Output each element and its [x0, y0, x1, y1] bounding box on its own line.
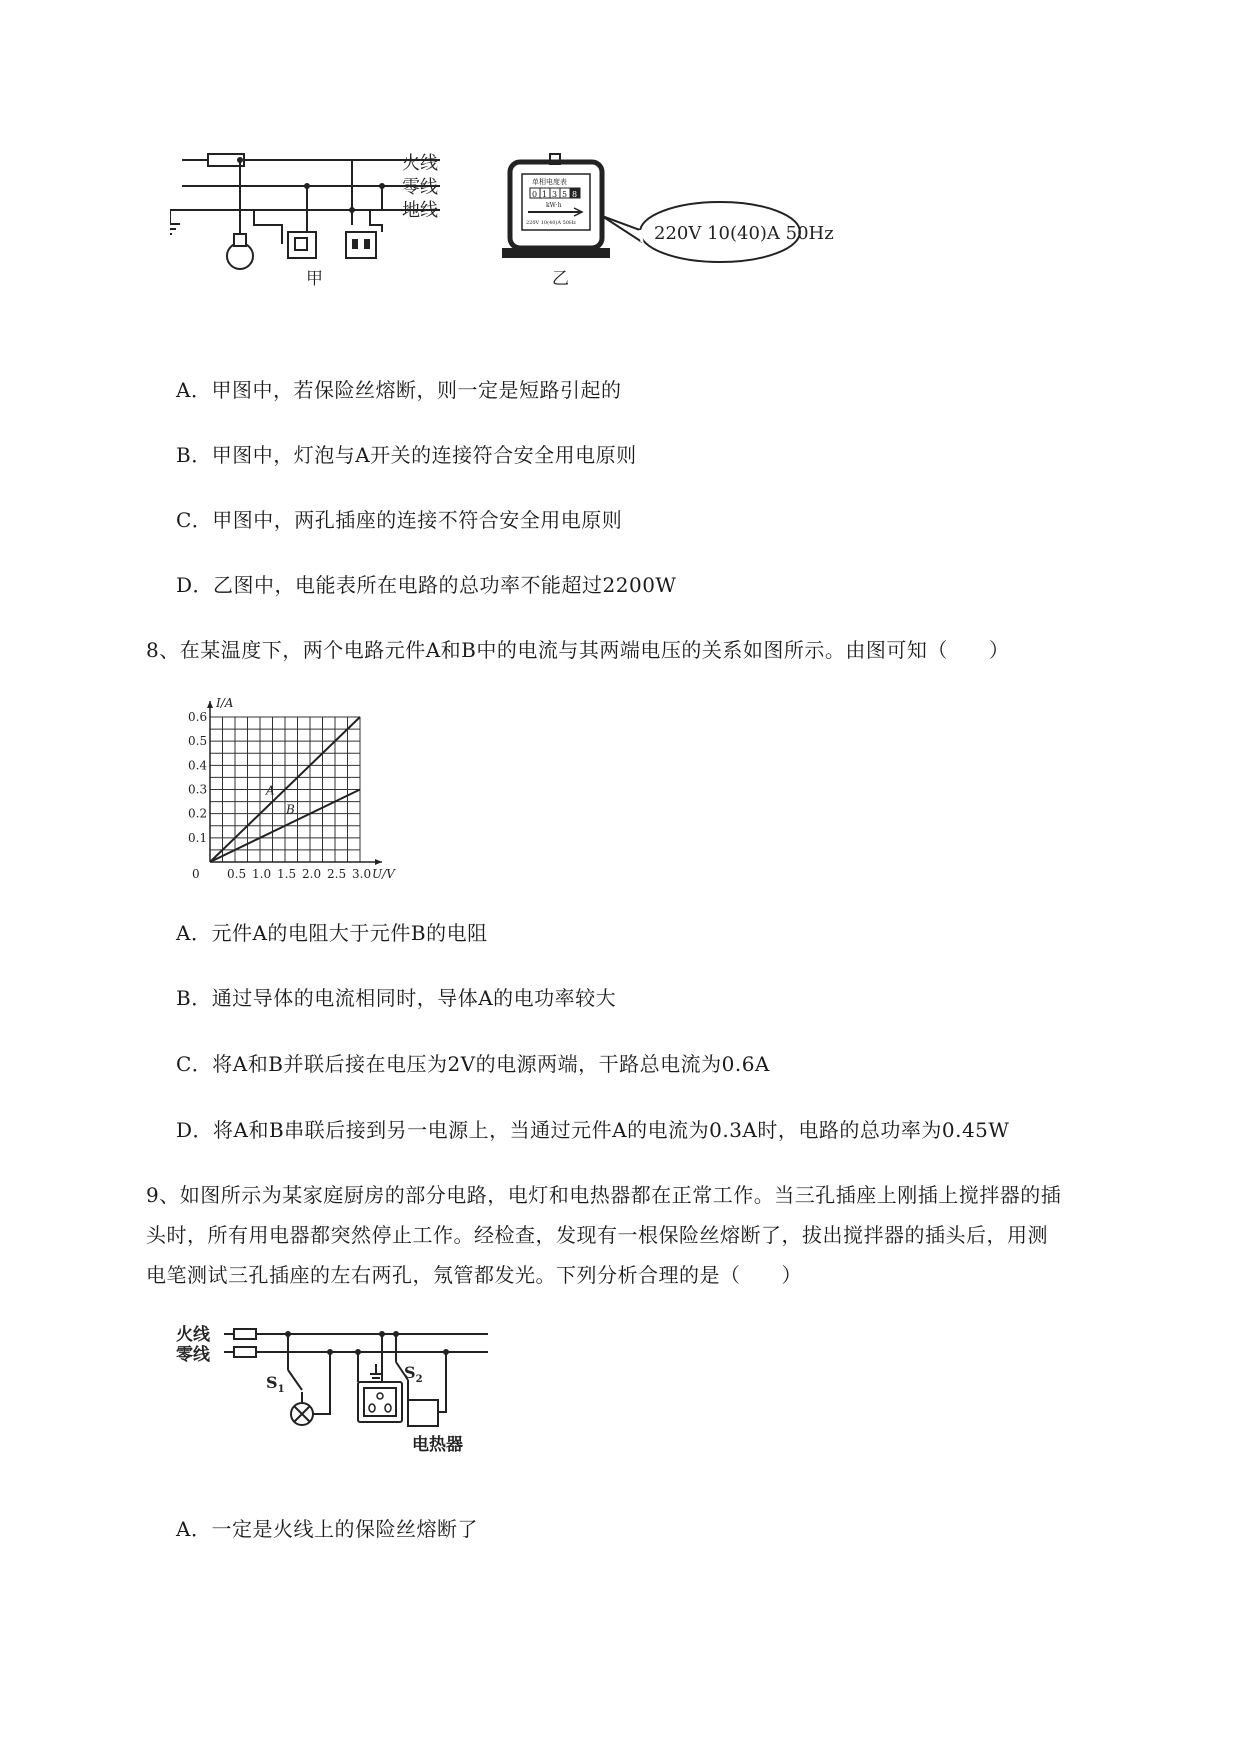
neutral-label: 零线 — [176, 1345, 210, 1365]
meter-spec: 220V 10(40)A 50Hz — [526, 220, 576, 226]
x-tick-label: 0.5 — [227, 867, 247, 881]
iu-chart — [180, 690, 420, 890]
switch-s1-label: $S_1$ — [266, 1373, 285, 1395]
meter-digit-4: 5 — [562, 190, 568, 199]
q9-stem-line-2: 头时，所有用电器都突然停止工作。经检查，发现有一根保险丝熔断了，拔出搅拌器的插头后，用测 — [146, 1223, 1048, 1247]
origin-label: 0 — [192, 867, 200, 881]
y-axis-arrow — [207, 701, 213, 708]
series-label-B: B — [286, 802, 295, 817]
x-tick-label: 2.0 — [302, 867, 322, 881]
y-tick-label: 0.1 — [188, 830, 208, 845]
y-tick-label: 0.4 — [188, 758, 208, 773]
q8-option-d: D．将A和B串联后接到另一电源上，当通过元件A的电流为0.3A时，电路的总功率为0.45W — [176, 1118, 1010, 1142]
q8-option-c: C．将A和B并联后接在电压为2V的电源两端，干路总电流为0.6A — [176, 1052, 770, 1076]
figure-kitchen-circuit — [176, 1322, 506, 1472]
earth-wire-label: 地线 — [402, 200, 438, 221]
q8-option-b: B．通过导体的电流相同时，导体A的电功率较大 — [176, 986, 617, 1010]
meter-digit-5: 8 — [572, 190, 578, 199]
q9-stem-line-3: 电笔测试三孔插座的左右两孔，氖管都发光。下列分析合理的是（ ） — [146, 1263, 802, 1287]
q7-option-d: D．乙图中，电能表所在电路的总功率不能超过2200W — [176, 573, 677, 597]
neutral-fuse-icon — [234, 1347, 256, 1357]
y-tick-label: 0.6 — [188, 710, 208, 724]
caption-jia: 甲 — [306, 269, 323, 289]
series-label-A: A — [266, 783, 275, 798]
meter-digit-1: 0 — [532, 190, 538, 199]
live-wire-label: 火线 — [402, 153, 438, 174]
x-tick-label: 2.5 — [327, 867, 347, 881]
q7-option-a: A．甲图中，若保险丝熔断，则一定是短路引起的 — [176, 378, 622, 402]
q9-stem — [146, 1175, 1146, 1295]
switch-icon — [288, 232, 316, 258]
q7-option-b: B．甲图中，灯泡与A开关的连接符合安全用电原则 — [176, 443, 637, 467]
meter-digit-3: 3 — [552, 190, 558, 199]
electric-meter — [502, 154, 610, 258]
figure-household-circuit — [170, 150, 890, 330]
q8-option-a: A．元件A的电阻大于元件B的电阻 — [176, 921, 488, 945]
x-axis-arrow — [375, 859, 382, 865]
y-axis-label: I/A — [216, 696, 234, 710]
meter-callout: 220V 10(40)A 50Hz — [654, 223, 834, 244]
q7-option-c: C．甲图中，两孔插座的连接不符合安全用电原则 — [176, 508, 623, 532]
x-axis-label: U/V — [372, 867, 395, 881]
heater-label: 电热器 — [412, 1435, 463, 1455]
q9-stem-line-1: 9、如图所示为某家庭厨房的部分电路，电灯和电热器都在正常工作。当三孔插座上刚插上搅拌器的插 — [146, 1183, 1062, 1207]
y-tick-label: 0.5 — [188, 734, 208, 749]
x-tick-label: 1.0 — [252, 867, 272, 881]
live-fuse-icon — [234, 1329, 256, 1339]
socket-icon — [346, 232, 376, 258]
caption-yi: 乙 — [552, 269, 569, 289]
meter-digit-2: 1 — [542, 190, 548, 199]
heater-icon — [408, 1400, 438, 1426]
q9-option-a: A．一定是火线上的保险丝熔断了 — [176, 1517, 478, 1541]
meter-unit: kW·h — [546, 202, 562, 209]
x-tick-label: 3.0 — [352, 867, 372, 881]
y-tick-label: 0.3 — [188, 782, 208, 797]
x-tick-label: 1.5 — [277, 867, 297, 881]
switch-s2-label: $S_2$ — [404, 1363, 423, 1385]
meter-title: 单相电度表 — [532, 178, 567, 186]
neutral-wire-label: 零线 — [402, 177, 438, 198]
q8-stem: 8、在某温度下，两个电路元件A和B中的电流与其两端电压的关系如图所示。由图可知（ ） — [146, 638, 1010, 662]
live-label: 火线 — [176, 1325, 210, 1345]
y-tick-label: 0.2 — [188, 806, 208, 821]
